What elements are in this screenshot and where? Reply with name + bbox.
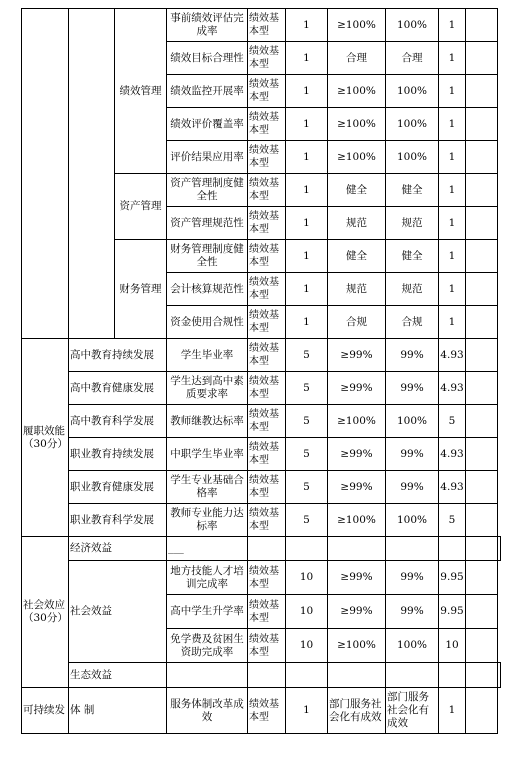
score-cell: 1 — [439, 207, 466, 240]
indicator-name: 事前绩效评估完成率 — [167, 9, 248, 42]
weight-cell: 1 — [286, 240, 328, 273]
section-b-category: 职业教育持续发展 — [69, 438, 167, 471]
table-row — [22, 9, 501, 42]
weight-cell: 5 — [286, 372, 328, 405]
target-value: ≥100% — [328, 141, 386, 174]
indicator-type: 绩效基本型 — [248, 141, 286, 174]
actual-value: 100% — [386, 9, 439, 42]
table-body — [22, 9, 501, 734]
indicator-name: 教师继教达标率 — [167, 405, 248, 438]
score-cell: 1 — [439, 688, 466, 734]
target-value: ≥99% — [328, 471, 386, 504]
actual-value: 100% — [386, 504, 439, 537]
indicator-name: 财务管理制度健全性 — [167, 240, 248, 273]
actual-value: 100% — [386, 141, 439, 174]
empty-cell — [466, 108, 498, 141]
category-system: 体 制 — [69, 688, 167, 734]
score-cell: 4.93 — [439, 438, 466, 471]
indicator-name: 绩效监控开展率 — [167, 75, 248, 108]
score-cell: 5 — [439, 504, 466, 537]
indicator-name: 教师专业能力达标率 — [167, 504, 248, 537]
empty-cell — [466, 306, 498, 339]
target-value: 合理 — [328, 42, 386, 75]
weight-cell: 1 — [286, 273, 328, 306]
target-value: 规范 — [328, 273, 386, 306]
score-cell: 9.95 — [439, 595, 466, 629]
empty-cell — [498, 663, 501, 688]
economic-benefit-value: ___ — [167, 537, 248, 561]
weight-cell: 1 — [286, 75, 328, 108]
empty-cell — [328, 663, 386, 688]
score-cell: 4.93 — [439, 339, 466, 372]
section-b-category: 职业教育健康发展 — [69, 471, 167, 504]
empty-cell — [466, 595, 498, 629]
empty-cell — [466, 141, 498, 174]
weight-cell: 5 — [286, 438, 328, 471]
actual-value: 合理 — [386, 42, 439, 75]
indicator-name: 资金使用合规性 — [167, 306, 248, 339]
empty-cell — [466, 42, 498, 75]
indicator-name: 高中学生升学率 — [167, 595, 248, 629]
empty-cell — [386, 663, 439, 688]
indicator-name: 绩效评价覆盖率 — [167, 108, 248, 141]
table-row — [22, 537, 501, 561]
indicator-type: 绩效基本型 — [248, 595, 286, 629]
empty-cell — [167, 663, 248, 688]
score-cell: 5 — [439, 405, 466, 438]
empty-cell — [466, 688, 498, 734]
indicator-type: 绩效基本型 — [248, 405, 286, 438]
target-value: 健全 — [328, 240, 386, 273]
score-cell: 1 — [439, 42, 466, 75]
score-cell: 1 — [439, 9, 466, 42]
target-value: ≥100% — [328, 629, 386, 663]
indicator-type: 绩效基本型 — [248, 240, 286, 273]
weight-cell: 1 — [286, 108, 328, 141]
actual-value: 99% — [386, 372, 439, 405]
section-sustainable-label: 可持续发 — [22, 688, 69, 734]
target-value: ≥99% — [328, 372, 386, 405]
table-row — [22, 372, 501, 405]
target-value: ≥100% — [328, 405, 386, 438]
section-performance-efficiency-label: 履职效能（30分） — [22, 339, 69, 537]
empty-cell — [466, 537, 498, 561]
empty-cell — [439, 663, 466, 688]
empty-cell — [286, 537, 328, 561]
target-value: 部门服务社会化有成效 — [328, 688, 386, 734]
actual-value: 99% — [386, 595, 439, 629]
indicator-name: 中职学生毕业率 — [167, 438, 248, 471]
empty-cell — [466, 273, 498, 306]
empty-cell — [466, 438, 498, 471]
empty-cell — [466, 339, 498, 372]
empty-cell — [466, 561, 498, 595]
weight-cell: 1 — [286, 9, 328, 42]
actual-value: 合规 — [386, 306, 439, 339]
empty-cell — [466, 75, 498, 108]
score-cell: 1 — [439, 240, 466, 273]
target-value: ≥100% — [328, 9, 386, 42]
actual-value: 100% — [386, 108, 439, 141]
actual-value: 100% — [386, 629, 439, 663]
weight-cell: 5 — [286, 471, 328, 504]
actual-value: 99% — [386, 438, 439, 471]
actual-value: 健全 — [386, 174, 439, 207]
table-row — [22, 504, 501, 537]
section-a-label — [22, 9, 69, 339]
empty-cell — [286, 663, 328, 688]
target-value: ≥99% — [328, 339, 386, 372]
indicator-type: 绩效基本型 — [248, 174, 286, 207]
empty-cell — [466, 405, 498, 438]
target-value: ≥100% — [328, 75, 386, 108]
actual-value: 健全 — [386, 240, 439, 273]
category-social-benefit: 社会效益 — [69, 561, 167, 663]
performance-evaluation-table — [21, 8, 501, 734]
target-value: ≥99% — [328, 561, 386, 595]
table-row — [22, 561, 501, 595]
indicator-type: 绩效基本型 — [248, 438, 286, 471]
section-b-category: 高中教育健康发展 — [69, 372, 167, 405]
indicator-name: 资产管理规范性 — [167, 207, 248, 240]
indicator-type: 绩效基本型 — [248, 339, 286, 372]
section-a-subcategory — [69, 9, 115, 339]
score-cell: 1 — [439, 306, 466, 339]
target-value: ≥100% — [328, 504, 386, 537]
actual-value: 99% — [386, 561, 439, 595]
target-value: ≥100% — [328, 108, 386, 141]
score-cell: 9.95 — [439, 561, 466, 595]
target-value: 合规 — [328, 306, 386, 339]
indicator-name: 学生达到高中素质要求率 — [167, 372, 248, 405]
target-value: ≥99% — [328, 438, 386, 471]
table-row — [22, 405, 501, 438]
score-cell: 4.93 — [439, 372, 466, 405]
indicator-name: 学生毕业率 — [167, 339, 248, 372]
indicator-name: 地方技能人才培训完成率 — [167, 561, 248, 595]
indicator-type: 绩效基本型 — [248, 372, 286, 405]
indicator-type: 绩效基本型 — [248, 471, 286, 504]
empty-cell — [386, 537, 439, 561]
weight-cell: 10 — [286, 561, 328, 595]
indicator-type: 绩效基本型 — [248, 306, 286, 339]
weight-cell: 1 — [286, 306, 328, 339]
weight-cell: 1 — [286, 688, 328, 734]
table-row — [22, 688, 501, 734]
empty-cell — [466, 174, 498, 207]
target-value: 健全 — [328, 174, 386, 207]
score-cell: 4.93 — [439, 471, 466, 504]
weight-cell: 5 — [286, 405, 328, 438]
empty-cell — [248, 537, 286, 561]
score-cell: 10 — [439, 629, 466, 663]
indicator-name: 服务体制改革成效 — [167, 688, 248, 734]
section-b-category: 职业教育科学发展 — [69, 504, 167, 537]
actual-value: 100% — [386, 75, 439, 108]
category-asset-management: 资产管理 — [115, 174, 167, 240]
empty-cell — [466, 663, 498, 688]
indicator-name: 会计核算规范性 — [167, 273, 248, 306]
empty-cell — [466, 372, 498, 405]
category-perf-management: 绩效管理 — [115, 9, 167, 174]
empty-cell — [439, 537, 466, 561]
table-row — [22, 438, 501, 471]
actual-value: 100% — [386, 405, 439, 438]
table-row — [22, 663, 501, 688]
empty-cell — [466, 629, 498, 663]
indicator-type: 绩效基本型 — [248, 207, 286, 240]
target-value: ≥99% — [328, 595, 386, 629]
section-b-category: 高中教育持续发展 — [69, 339, 167, 372]
indicator-type: 绩效基本型 — [248, 108, 286, 141]
weight-cell: 10 — [286, 629, 328, 663]
score-cell: 1 — [439, 75, 466, 108]
indicator-name: 评价结果应用率 — [167, 141, 248, 174]
weight-cell: 1 — [286, 174, 328, 207]
table-row — [22, 471, 501, 504]
empty-cell — [466, 207, 498, 240]
empty-cell — [466, 504, 498, 537]
actual-value: 规范 — [386, 207, 439, 240]
actual-value: 部门服务社会化有成效 — [386, 688, 439, 734]
section-social-effect-label: 社会效应（30分） — [22, 537, 69, 688]
score-cell: 1 — [439, 108, 466, 141]
indicator-type: 绩效基本型 — [248, 561, 286, 595]
empty-cell — [466, 471, 498, 504]
actual-value: 99% — [386, 339, 439, 372]
target-value: 规范 — [328, 207, 386, 240]
score-cell: 1 — [439, 174, 466, 207]
indicator-name: 学生专业基础合格率 — [167, 471, 248, 504]
score-cell: 1 — [439, 273, 466, 306]
table-row — [22, 339, 501, 372]
category-economic-benefit: 经济效益 — [69, 537, 167, 561]
indicator-type: 绩效基本型 — [248, 75, 286, 108]
indicator-type: 绩效基本型 — [248, 273, 286, 306]
score-cell: 1 — [439, 141, 466, 174]
indicator-type: 绩效基本型 — [248, 629, 286, 663]
indicator-type: 绩效基本型 — [248, 9, 286, 42]
actual-value: 规范 — [386, 273, 439, 306]
indicator-type: 绩效基本型 — [248, 504, 286, 537]
weight-cell: 5 — [286, 339, 328, 372]
empty-cell — [466, 240, 498, 273]
category-ecological-benefit: 生态效益 — [69, 663, 167, 688]
indicator-type: 绩效基本型 — [248, 42, 286, 75]
indicator-type: 绩效基本型 — [248, 688, 286, 734]
indicator-name: 绩效目标合理性 — [167, 42, 248, 75]
category-finance-management: 财务管理 — [115, 240, 167, 339]
empty-cell — [248, 663, 286, 688]
actual-value: 99% — [386, 471, 439, 504]
empty-cell — [498, 537, 501, 561]
weight-cell: 10 — [286, 595, 328, 629]
section-b-category: 高中教育科学发展 — [69, 405, 167, 438]
weight-cell: 5 — [286, 504, 328, 537]
indicator-name: 资产管理制度健全性 — [167, 174, 248, 207]
weight-cell: 1 — [286, 207, 328, 240]
indicator-name: 免学费及贫困生资助完成率 — [167, 629, 248, 663]
empty-cell — [466, 9, 498, 42]
empty-cell — [328, 537, 386, 561]
weight-cell: 1 — [286, 42, 328, 75]
weight-cell: 1 — [286, 141, 328, 174]
